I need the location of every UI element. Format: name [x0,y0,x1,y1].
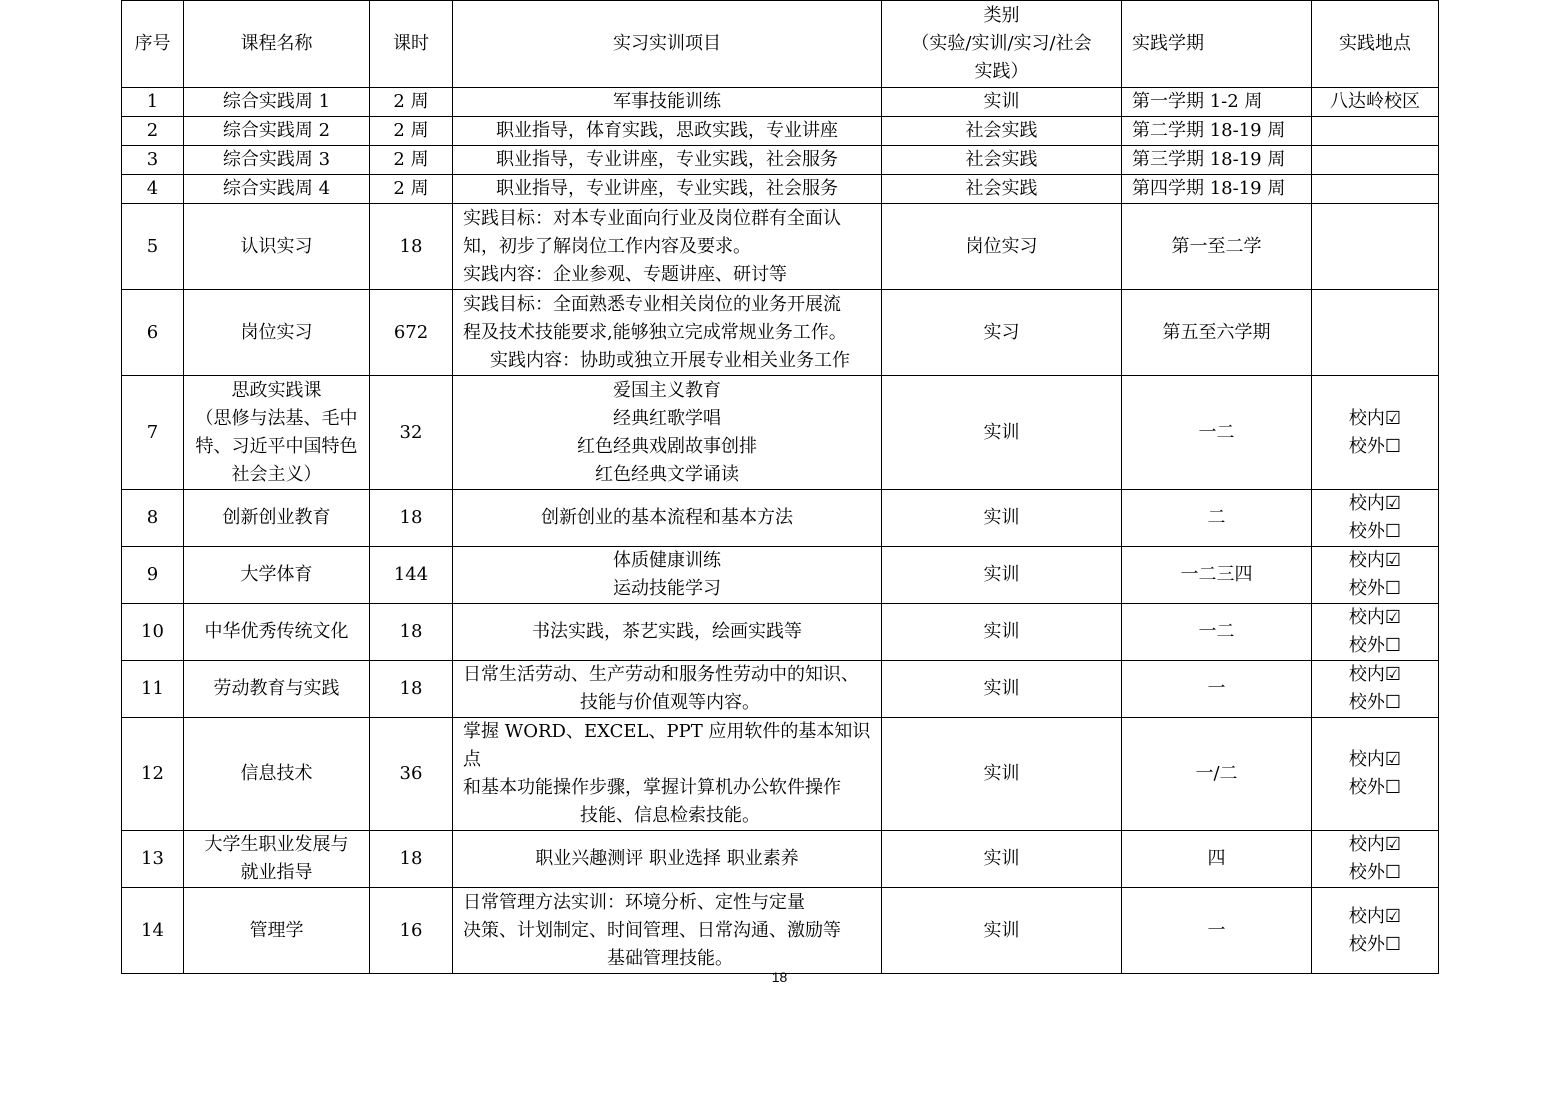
cell-project-line: 书法实践，茶艺实践，绘画实践等 [532,621,802,642]
table-row [122,117,1439,146]
cell-project-line: 技能与价值观等内容。 [580,692,760,713]
cell-term: 第一学期 1-2 周 [1122,88,1312,117]
cell-term: 一二 [1122,376,1312,490]
cell-course-line: 综合实践周 3 [222,149,331,170]
cell-course-line: 认识实习 [240,235,313,257]
table-row [122,547,1439,604]
cell-project-line: 实践目标：对本专业面向行业及岗位群有全面认 [463,207,841,229]
cell-category: 岗位实习 [882,204,1122,290]
cell-project-line: 军事技能训练 [613,91,721,112]
cell-project-line: 职业指导，专业讲座，专业实践，社会服务 [496,149,838,170]
cell-seq: 13 [122,831,184,888]
cell-project [453,290,882,376]
cell-project [453,547,882,604]
cell-location-line: 校外☐ [1348,435,1402,457]
cell-term: 一/二 [1122,718,1312,831]
cell-location [1312,146,1439,175]
cell-category: 实训 [882,376,1122,490]
cell-seq: 14 [122,888,184,974]
cell-course-line: 特、习近平中国特色 [195,435,358,457]
cell-project-line: 日常管理方法实训：环境分析、定性与定量 [463,891,805,913]
cell-project-line: 运动技能学习 [613,578,721,599]
cell-hours: 18 [370,604,453,661]
header-category: 类别 （实验/实训/实习/社会 实践） [882,1,1122,88]
cell-course-line: 信息技术 [240,763,313,784]
cell-course-line: （思修与法基、毛中 [195,407,358,429]
cell-location-line: 校内☑ [1348,407,1402,429]
header-course: 课程名称 [184,1,370,88]
table-row [122,831,1439,888]
cell-category: 实训 [882,718,1122,831]
table-row [122,718,1439,831]
cell-location-line: 校外☐ [1348,933,1402,955]
cell-hours: 18 [370,204,453,290]
cell-location-line: 八达岭校区 [1330,91,1420,112]
cell-course [184,604,370,661]
cell-term: 二 [1122,490,1312,547]
cell-course-line: 社会主义） [231,463,322,485]
cell-course-line: 管理学 [249,919,304,941]
cell-course-line: 综合实践周 4 [222,178,331,199]
cell-project-line: 创新创业的基本流程和基本方法 [541,507,793,528]
cell-location [1312,204,1439,290]
cell-category: 实训 [882,661,1122,718]
cell-seq: 11 [122,661,184,718]
cell-seq: 7 [122,376,184,490]
cell-seq: 4 [122,175,184,204]
cell-project [453,146,882,175]
cell-category: 社会实践 [882,175,1122,204]
cell-hours: 18 [370,831,453,888]
cell-location [1312,117,1439,146]
cell-location [1312,376,1439,490]
cell-hours: 16 [370,888,453,974]
header-term: 实践学期 [1122,1,1312,88]
cell-course-line: 大学体育 [240,564,313,585]
cell-location-line: 校内☑ [1348,550,1402,571]
cell-term: 第四学期 18-19 周 [1122,175,1312,204]
cell-course [184,376,370,490]
cell-category: 社会实践 [882,117,1122,146]
cell-location-line: 校内☑ [1348,664,1402,685]
cell-course-line: 岗位实习 [240,321,313,343]
cell-project-line: 程及技术技能要求,能够独立完成常规业务工作。 [463,321,847,343]
cell-hours: 144 [370,547,453,604]
cell-project [453,718,882,831]
cell-location [1312,604,1439,661]
table-row [122,604,1439,661]
cell-seq: 2 [122,117,184,146]
cell-seq: 10 [122,604,184,661]
cell-project [453,175,882,204]
cell-project [453,490,882,547]
cell-location [1312,88,1439,117]
header-location: 实践地点 [1312,1,1439,88]
cell-course [184,88,370,117]
cell-category: 实训 [882,490,1122,547]
cell-seq: 9 [122,547,184,604]
header-row [122,1,1439,88]
cell-seq: 8 [122,490,184,547]
cell-location-line: 校外☐ [1348,777,1402,798]
table-row [122,490,1439,547]
cell-course [184,490,370,547]
cell-term: 第五至六学期 [1122,290,1312,376]
cell-location [1312,661,1439,718]
cell-project [453,831,882,888]
cell-project [453,117,882,146]
cell-term: 第二学期 18-19 周 [1122,117,1312,146]
cell-category: 社会实践 [882,146,1122,175]
cell-seq: 12 [122,718,184,831]
cell-location-line: 校外☐ [1348,578,1402,599]
cell-hours: 2 周 [370,175,453,204]
cell-category: 实训 [882,88,1122,117]
table-row [122,175,1439,204]
cell-course [184,718,370,831]
table-row [122,204,1439,290]
cell-seq: 5 [122,204,184,290]
cell-course [184,661,370,718]
cell-location-line: 校内☑ [1348,834,1402,855]
header-project: 实习实训项目 [453,1,882,88]
cell-course [184,175,370,204]
table-row [122,376,1439,490]
cell-course-line: 创新创业教育 [222,507,331,528]
cell-hours: 18 [370,661,453,718]
cell-term: 一 [1122,661,1312,718]
cell-seq: 3 [122,146,184,175]
cell-course [184,204,370,290]
cell-course-line: 中华优秀传统文化 [204,621,349,642]
cell-project-line: 职业指导，体育实践，思政实践，专业讲座 [496,120,838,141]
cell-project-line: 日常生活劳动、生产劳动和服务性劳动中的知识、 [463,664,859,685]
cell-project [453,888,882,974]
cell-seq: 6 [122,290,184,376]
cell-course [184,547,370,604]
table-row [122,661,1439,718]
table-body [122,88,1439,974]
cell-project-line: 体质健康训练 [613,550,721,571]
cell-project [453,604,882,661]
cell-location-line: 校外☐ [1348,521,1402,542]
cell-category: 实训 [882,831,1122,888]
cell-course-line: 就业指导 [240,862,313,883]
header-seq: 序号 [122,1,184,88]
cell-project-line: 决策、计划制定、时间管理、日常沟通、激励等 [463,919,841,941]
cell-hours: 32 [370,376,453,490]
cell-project-line: 实践目标：全面熟悉专业相关岗位的业务开展流 [463,293,841,315]
cell-location [1312,718,1439,831]
cell-hours: 672 [370,290,453,376]
cell-location [1312,490,1439,547]
cell-course [184,888,370,974]
cell-project-line: 职业兴趣测评 职业选择 职业素养 [535,848,799,869]
cell-location-line: 校外☐ [1348,692,1402,713]
cell-seq: 1 [122,88,184,117]
cell-project-line: 实践内容：企业参观、专题讲座、研讨等 [463,263,787,285]
cell-project-line: 经典红歌学唱 [613,407,721,429]
cell-location-line: 校内☑ [1348,607,1402,628]
cell-project-line: 基础管理技能。 [607,947,733,969]
cell-category: 实训 [882,547,1122,604]
cell-term: 一二三四 [1122,547,1312,604]
cell-project [453,376,882,490]
cell-course-line: 综合实践周 1 [222,91,331,112]
cell-category: 实训 [882,604,1122,661]
cell-location [1312,290,1439,376]
cell-hours: 18 [370,490,453,547]
table-row [122,146,1439,175]
cell-project [453,661,882,718]
practice-table [121,0,1439,974]
cell-location-line: 校外☐ [1348,635,1402,656]
cell-project-line: 和基本功能操作步骤，掌握计算机办公软件操作 [463,777,841,798]
cell-project-line: 红色经典文学诵读 [595,463,739,485]
cell-project-line: 实践内容：协助或独立开展专业相关业务工作 [490,349,850,371]
cell-hours: 2 周 [370,88,453,117]
cell-hours: 2 周 [370,117,453,146]
cell-hours: 36 [370,718,453,831]
cell-location-line: 校内☑ [1348,749,1402,770]
cell-location [1312,547,1439,604]
cell-term: 四 [1122,831,1312,888]
cell-term: 一 [1122,888,1312,974]
cell-location-line: 校内☑ [1348,905,1402,927]
cell-project-line: 知，初步了解岗位工作内容及要求。 [463,235,751,257]
cell-category: 实训 [882,888,1122,974]
cell-project [453,204,882,290]
cell-location-line: 校内☑ [1348,493,1402,514]
cell-location [1312,831,1439,888]
page-number: 18 [771,969,788,985]
cell-project-line: 爱国主义教育 [613,379,721,401]
cell-project [453,88,882,117]
cell-course [184,831,370,888]
header-hours: 课时 [370,1,453,88]
table-row [122,290,1439,376]
cell-project-line: 技能、信息检索技能。 [580,805,760,826]
table-row [122,888,1439,974]
cell-location [1312,175,1439,204]
cell-location [1312,888,1439,974]
cell-course-line: 综合实践周 2 [222,120,331,141]
cell-course [184,290,370,376]
cell-course [184,146,370,175]
cell-project-line: 红色经典戏剧故事创排 [577,435,757,457]
cell-course [184,117,370,146]
cell-course-line: 大学生职业发展与 [204,834,349,855]
cell-term: 第三学期 18-19 周 [1122,146,1312,175]
cell-term: 一二 [1122,604,1312,661]
cell-project-line: 掌握 WORD、EXCEL、PPT 应用软件的基本知识点 [463,721,871,770]
cell-course-line: 思政实践课 [231,379,322,401]
cell-project-line: 职业指导，专业讲座，专业实践，社会服务 [496,178,838,199]
cell-hours: 2 周 [370,146,453,175]
table-row [122,88,1439,117]
cell-course-line: 劳动教育与实践 [213,678,340,699]
cell-location-line: 校外☐ [1348,862,1402,883]
cell-category: 实习 [882,290,1122,376]
cell-term: 第一至二学 [1122,204,1312,290]
